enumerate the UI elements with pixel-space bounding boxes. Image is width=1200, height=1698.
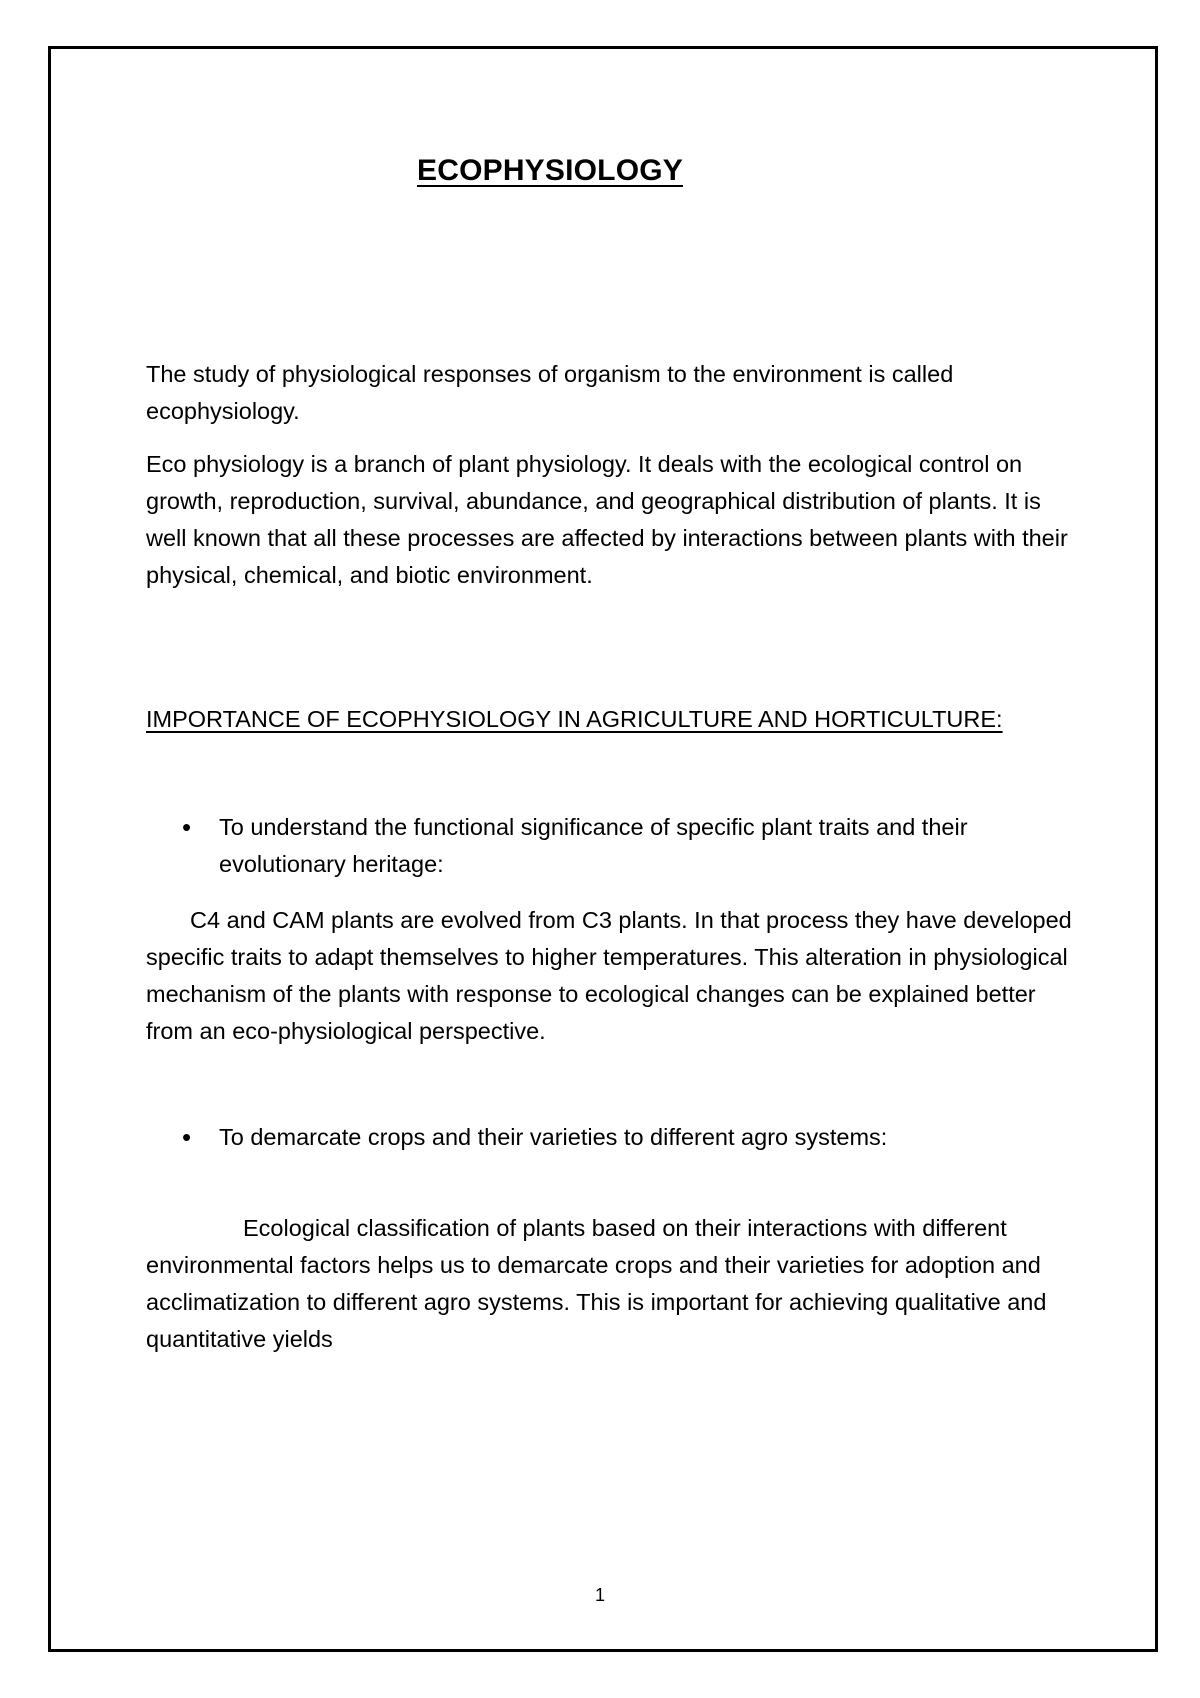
bullet-body-2: Ecological classification of plants based on their interactions with different environmental factors helps us to demarcate crops and their varieties for adoption and acclimatization to different agro systems. This is important for achieving qualitative and quantitative yields [146, 1215, 1047, 1352]
intro-paragraph: The study of physiological responses of organism to the environment is called ecophysiology. [146, 361, 954, 424]
bullet-body-1: C4 and CAM plants are evolved from C3 plants. In that process they have developed specific traits to adapt themselves to higher temperatures. This alteration in physiological mechanism of the plants with response to ecological changes can be explained better from an eco-physiological perspective. [146, 907, 1072, 1044]
section-heading: IMPORTANCE OF ECOPHYSIOLOGY IN AGRICULTURE AND HORTICULTURE: [146, 706, 1003, 732]
bullet-heading-2: To demarcate crops and their varieties to different agro systems: [219, 1124, 888, 1150]
document-title: ECOPHYSIOLOGY [417, 154, 683, 187]
bullet-marker-1: • [182, 812, 192, 842]
page-number: 1 [594, 1585, 605, 1605]
definition-paragraph: Eco physiology is a branch of plant physiology. It deals with the ecological control on growth, reproduction, survival, abundance, and geographical distribution of plants. It is well known that all these processes are affected by interactions between plants with their physical, chemical, and biotic environment. [146, 451, 1068, 588]
bullet-heading-1: To understand the functional significance of specific plant traits and their evolutionary heritage: [219, 814, 968, 877]
bullet-marker-2: • [182, 1122, 192, 1152]
